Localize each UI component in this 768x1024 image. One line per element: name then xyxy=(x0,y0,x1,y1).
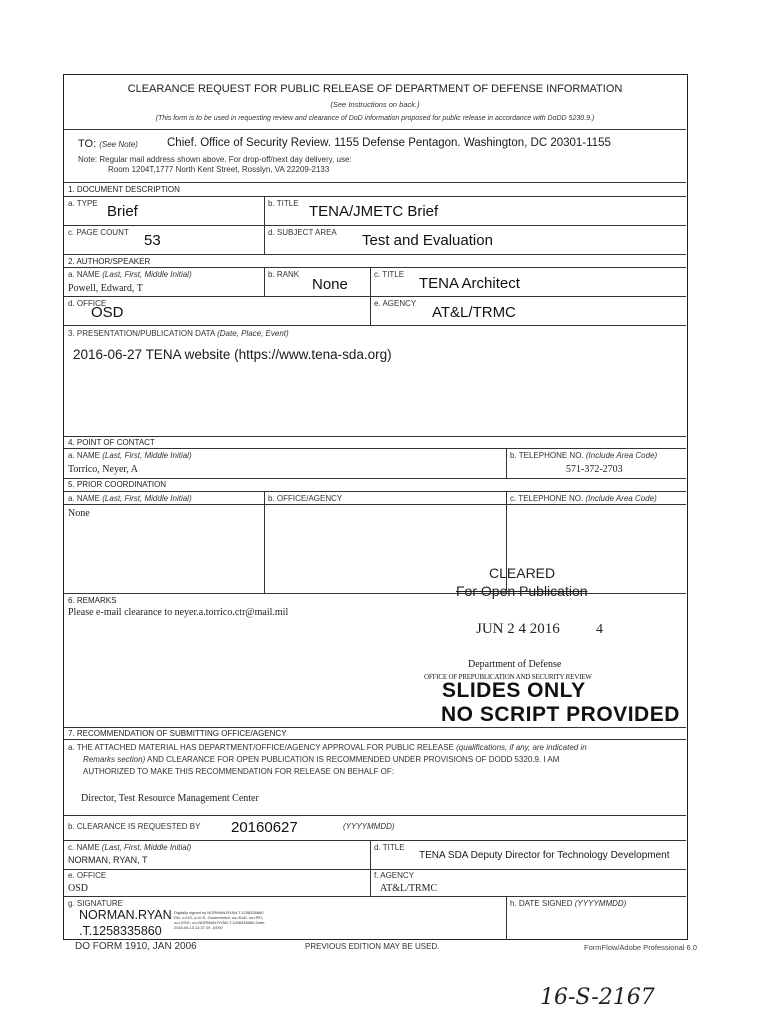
recommender-name-value: NORMAN, RYAN, T xyxy=(68,855,148,865)
clearance-request-form xyxy=(63,74,688,940)
prior-name-label: a. NAME (Last, First, Middle Initial) xyxy=(68,494,192,503)
rank-value: None xyxy=(312,276,348,293)
stamp-department: Department of Defense xyxy=(468,659,562,670)
form-id: DO FORM 1910, JAN 2006 xyxy=(75,941,197,952)
recommender-office-label: e. OFFICE xyxy=(68,871,107,880)
date-signed-label: h. DATE SIGNED (YYYYMMDD) xyxy=(510,899,627,908)
section-1-heading: 1. DOCUMENT DESCRIPTION xyxy=(68,185,180,194)
signature-name-line1: NORMAN.RYAN xyxy=(79,908,172,922)
author-agency-value: AT&L/TRMC xyxy=(432,304,516,321)
type-label: a. TYPE xyxy=(68,199,98,208)
recommender-agency-label: f. AGENCY xyxy=(374,871,415,880)
recommendation-text-2: Remarks section) AND CLEARANCE FOR OPEN PUBLICATION IS RECOMMENDED UNDER PROVISIONS OF DODD 5320.9. I AM xyxy=(83,755,560,764)
author-title-value: TENA Architect xyxy=(419,275,520,292)
subject-area-value: Test and Evaluation xyxy=(362,232,493,249)
author-agency-label: e. AGENCY xyxy=(374,299,417,308)
title-label: b. TITLE xyxy=(268,199,299,208)
author-office-label: d. OFFICE xyxy=(68,299,107,308)
type-value: Brief xyxy=(107,203,138,220)
slides-only-stamp: SLIDES ONLY xyxy=(442,679,586,702)
recommendation-text-1: a. THE ATTACHED MATERIAL HAS DEPARTMENT/OFFICE/AGENCY APPROVAL FOR PUBLIC RELEASE (qualifications, if any, are indicated in xyxy=(68,743,587,752)
title-value: TENA/JMETC Brief xyxy=(309,203,439,220)
rank-label: b. RANK xyxy=(268,270,300,279)
author-name-label: a. NAME (Last, First, Middle Initial) xyxy=(68,270,192,279)
section-5-heading: 5. PRIOR COORDINATION xyxy=(68,480,167,489)
author-name-value: Powell, Edward, T xyxy=(68,283,143,294)
cleared-stamp: CLEARED xyxy=(489,565,556,581)
see-instructions: (See Instructions on back.) xyxy=(330,100,420,109)
on-behalf-of-value: Director, Test Resource Management Center xyxy=(81,793,259,804)
no-script-stamp: NO SCRIPT PROVIDED xyxy=(441,703,680,726)
recommender-office-value: OSD xyxy=(68,883,89,894)
prior-office-label: b. OFFICE/AGENCY xyxy=(268,494,343,503)
section-2-heading: 2. AUTHOR/SPEAKER xyxy=(68,257,151,266)
presentation-value: 2016-06-27 TENA website (https://www.tena-sda.org) xyxy=(73,347,392,362)
author-title-label: c. TITLE xyxy=(374,270,405,279)
author-office-value: OSD xyxy=(91,304,124,321)
subject-area-label: d. SUBJECT AREA xyxy=(268,228,337,237)
section-3-heading: 3. PRESENTATION/PUBLICATION DATA (Date, Place, Event) xyxy=(68,329,289,338)
page-count-value: 53 xyxy=(144,232,161,249)
to-label: TO: (See Note) xyxy=(78,138,138,150)
recommender-title-label: d. TITLE xyxy=(374,843,405,852)
section-6-heading: 6. REMARKS xyxy=(68,596,117,605)
clearance-date-hint: (YYYYMMDD) xyxy=(343,822,395,831)
prior-name-value: None xyxy=(68,508,90,519)
recommendation-text-3: AUTHORIZED TO MAKE THIS RECOMMENDATION FOR RELEASE ON BEHALF OF: xyxy=(83,767,395,776)
software-note: FormFlow/Adobe Professional 6.0 xyxy=(584,943,697,952)
page-count-label: c. PAGE COUNT xyxy=(68,228,129,237)
prior-phone-label: c. TELEPHONE NO. (Include Area Code) xyxy=(510,494,657,503)
contact-name-value: Torrico, Neyer, A xyxy=(68,464,138,475)
clearance-requested-value: 20160627 xyxy=(231,819,298,836)
stamp-office: OFFICE OF PREPUBLICATION AND SECURITY REVIEW xyxy=(424,673,592,681)
remarks-value: Please e-mail clearance to neyer.a.torrico.ctr@mail.mil xyxy=(68,607,289,618)
previous-edition-note: PREVIOUS EDITION MAY BE USED. xyxy=(305,942,440,951)
recommender-name-label: c. NAME (Last, First, Middle Initial) xyxy=(68,843,192,852)
digital-signature-details: Digitally signed by NORMAN.RYAN.T.1258335860 DN: c=US, o=U.S. Government, ou=DoD, ou=PKI, ou=OSD, cn=NORMAN.RYAN.T.1258335860 Date: 2016.06.13 11:37:29 -04'00' xyxy=(174,910,266,930)
contact-phone-label: b. TELEPHONE NO. (Include Area Code) xyxy=(510,451,658,460)
contact-phone-value: 571-372-2703 xyxy=(566,464,623,475)
form-title: CLEARANCE REQUEST FOR PUBLIC RELEASE OF DEPARTMENT OF DEFENSE INFORMATION xyxy=(127,83,623,95)
to-note-line2: Room 1204T,1777 North Kent Street, Rosslyn, VA 22209-2133 xyxy=(108,165,330,174)
open-publication-stamp: For Open Publication xyxy=(456,583,588,599)
clearance-requested-label: b. CLEARANCE IS REQUESTED BY xyxy=(68,822,201,831)
stamp-number: 4 xyxy=(596,622,603,637)
recommender-title-value: TENA SDA Deputy Director for Technology Development xyxy=(419,850,670,861)
signature-name-line2: .T.1258335860 xyxy=(79,924,162,938)
contact-name-label: a. NAME (Last, First, Middle Initial) xyxy=(68,451,192,460)
to-note-line1: Note: Regular mail address shown above. For drop-off/next day delivery, use: xyxy=(78,155,352,164)
recommender-agency-value: AT&L/TRMC xyxy=(380,883,438,894)
stamp-date: JUN 2 4 2016 xyxy=(476,621,560,637)
usage-note: (This form is to be used in requesting review and clearance of DoD information proposed for public release in accordance with DoDD 5230.9.) xyxy=(155,115,595,122)
to-address: Chief. Office of Security Review. 1155 Defense Pentagon. Washington, DC 20301-1155 xyxy=(167,137,611,149)
section-7-heading: 7. RECOMMENDATION OF SUBMITTING OFFICE/AGENCY xyxy=(68,729,287,738)
section-4-heading: 4. POINT OF CONTACT xyxy=(68,438,155,447)
signature-label: g. SIGNATURE xyxy=(68,899,123,908)
handwritten-case-number: 16-S-2167 xyxy=(540,985,655,1010)
